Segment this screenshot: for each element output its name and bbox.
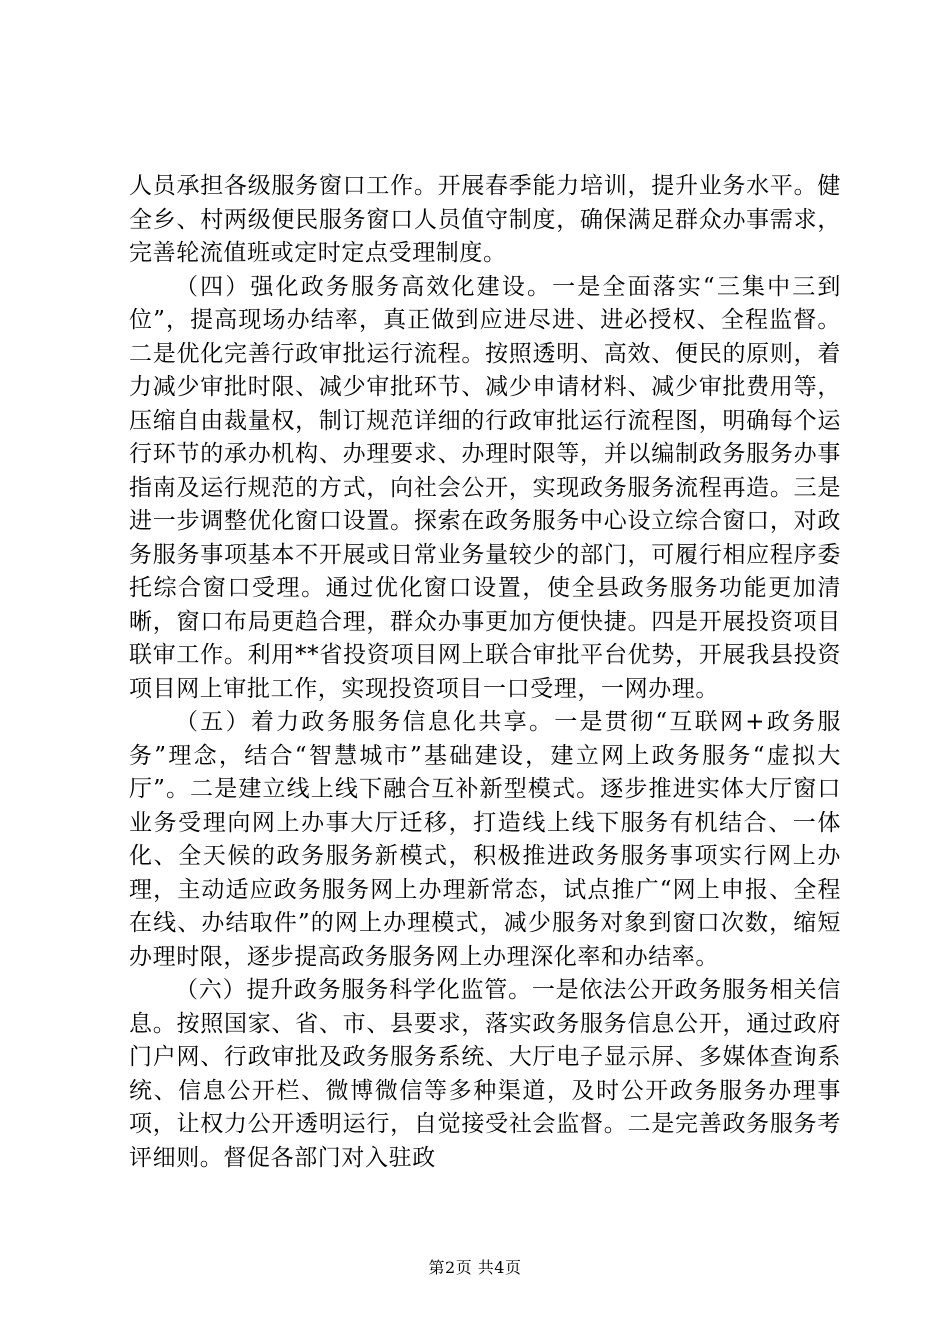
- paragraph-3: （五）着力政务服务信息化共享。一是贯彻“互联网+政务服务”理念，结合“智慧城市”基础建设，建立网上政务服务“虚拟大厅”。二是建立线上线下融合互补新型模式。逐步推进实体大厅窗口业务受理向网上办事大厅迁移，打造线上线下服务有机结合、一体化、全天候的政务服务新模式，积极推进政务服务事项实行网上办理，主动适应政务服务网上办理新常态，试点推广“网上申报、全程在线、办结取件”的网上办理模式，减少服务对象到窗口次数，缩短办理时限，逐步提高政务服务网上办理深化率和办结率。: [129, 709, 841, 970]
- paragraph-1: 人员承担各级服务窗口工作。开展春季能力培训，提升业务水平。健全乡、村两级便民服务窗口人员值守制度，确保满足群众办事需求，完善轮流值班或定时定点受理制度。: [129, 173, 841, 266]
- body-text: [129, 170, 841, 1175]
- paragraph-2: （四）强化政务服务高效化建设。一是全面落实“三集中三到位”，提高现场办结率，真正做到应进尽进、进必授权、全程监督。二是优化完善行政审批运行流程。按照透明、高效、便民的原则，着力减少审批时限、减少审批环节、减少申请材料、减少审批费用等，压缩自由裁量权，制订规范详细的行政审批运行流程图，明确每个运行环节的承办机构、办理要求、办理时限等，并以编制政务服务办事指南及运行规范的方式，向社会公开，实现政务服务流程再造。三是进一步调整优化窗口设置。探索在政务服务中心设立综合窗口，对政务服务事项基本不开展或日常业务量较少的部门，可履行相应程序委托综合窗口受理。通过优化窗口设置，使全县政务服务功能更加清晰，窗口布局更趋合理，群众办事更加方便快捷。四是开展投资项目联审工作。利用**省投资项目网上联合审批平台优势，开展我县投资项目网上审批工作，实现投资项目一口受理，一网办理。: [129, 273, 841, 702]
- paragraph-4: （六）提升政务服务科学化监管。一是依法公开政务服务相关信息。按照国家、省、市、县要求，落实政务服务信息公开，通过政府门户网、行政审批及政务服务系统、大厅电子显示屏、多媒体查询系统、信息公开栏、微博微信等多种渠道，及时公开政务服务办理事项，让权力公开透明运行，自觉接受社会监督。二是完善政务服务考评细则。督促各部门对入驻政: [129, 977, 841, 1171]
- page-footer: 第2页 共4页: [428, 1258, 522, 1277]
